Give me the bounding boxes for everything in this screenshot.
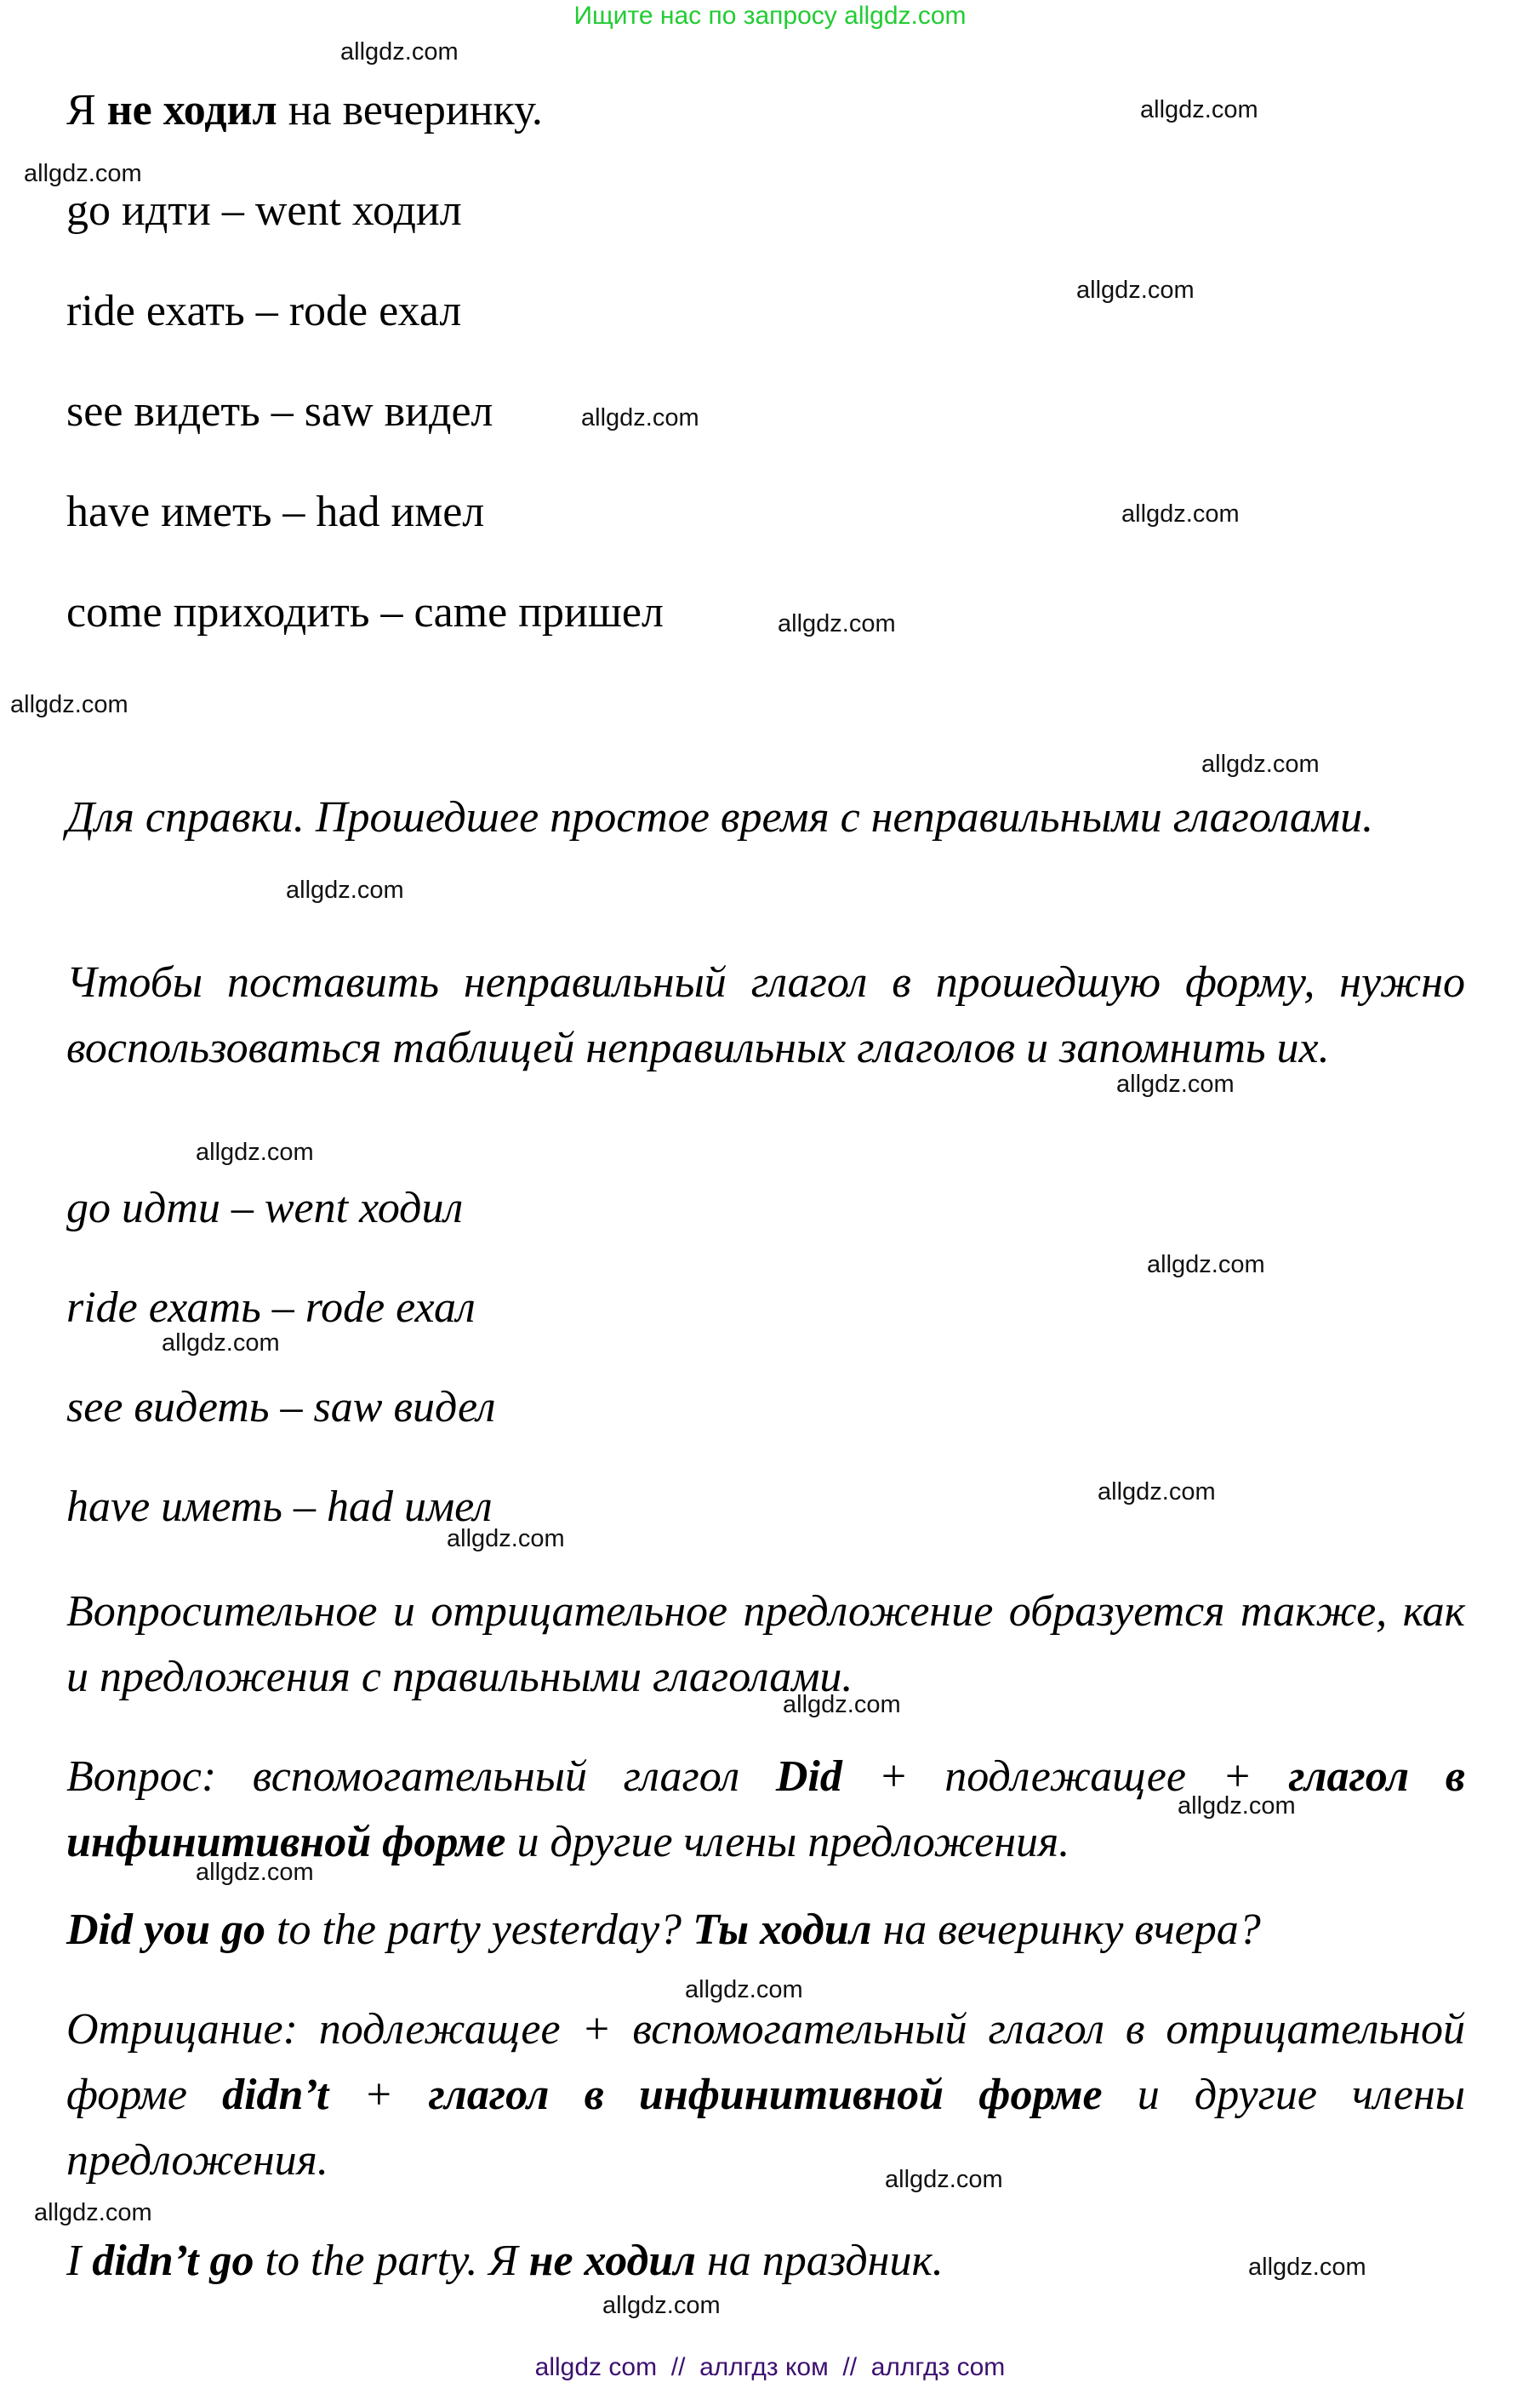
text-segment: Вопрос: вспомогательный глагол	[66, 1752, 776, 1801]
watermark: allgdz.com	[1098, 1478, 1216, 1506]
text-segment: to the party yesterday?	[265, 1905, 693, 1954]
footer-links[interactable]: allgdz com // аллгдз ком // аллгдз com	[534, 2353, 1006, 2381]
watermark: allgdz.com	[581, 404, 699, 431]
text-segment: на вечеринку вчера?	[871, 1905, 1261, 1954]
text-segment: I	[66, 2237, 93, 2285]
negation-rule	[66, 1997, 1465, 2193]
reference-title: Для справки. Прошедшее простое время с неправильными глаголами.	[66, 793, 1374, 842]
negation-example	[66, 2236, 944, 2286]
bold-segment: глагол в инфинитивной форме	[66, 1752, 1465, 1866]
bold-segment: didn’t	[222, 2071, 329, 2119]
watermark: allgdz.com	[162, 1329, 280, 1357]
watermark: allgdz.com	[685, 1976, 803, 2003]
watermark: allgdz.com	[24, 160, 142, 187]
text-segment: + подлежащее +	[841, 1752, 1289, 1801]
question-example	[66, 1905, 1261, 1955]
watermark: allgdz.com	[34, 2199, 152, 2226]
text-segment: Отрицание: подлежащее + вспомогательный глагол в отрицательной форме	[66, 2005, 1465, 2119]
bold-segment: не ходил	[528, 2237, 696, 2285]
watermark: allgdz.com	[1116, 1071, 1235, 1098]
watermark: allgdz.com	[1121, 500, 1240, 528]
bold-segment: didn’t go	[92, 2237, 254, 2285]
verb-pair: go идти – went ходил	[66, 1184, 464, 1232]
reference-rule: Чтобы поставить неправильный глагол в прошедшую форму, нужно воспользоваться таблицей неправильных глаголов и запомнить их.	[66, 958, 1465, 1072]
watermark: allgdz.com	[286, 877, 404, 904]
verb-pair: ride ехать – rode ехал	[66, 287, 462, 335]
watermark: allgdz.com	[1076, 277, 1195, 304]
watermark: allgdz.com	[783, 1691, 901, 1718]
formation-rule: Вопросительное и отрицательное предложение образуется также, как и предложения с правильными глаголами.	[66, 1587, 1465, 1701]
text-segment: и другие члены предложения.	[505, 1818, 1070, 1866]
bold-segment: глагол в инфинитивной форме	[428, 2071, 1103, 2119]
watermark: allgdz.com	[1248, 2254, 1366, 2281]
verb-pair: see видеть – saw видел	[66, 387, 493, 436]
verb-pair: see видеть – saw видел	[66, 1383, 496, 1431]
watermark: allgdz.com	[447, 1525, 565, 1552]
verb-pair: go идти – went ходил	[66, 186, 462, 235]
bold-segment: Did	[775, 1752, 842, 1801]
text-segment: Я	[66, 86, 107, 134]
text-segment: на праздник.	[695, 2237, 944, 2285]
watermark: allgdz.com	[885, 2166, 1003, 2193]
watermark: allgdz.com	[602, 2292, 721, 2319]
watermark: allgdz.com	[1178, 1792, 1296, 1820]
text-segment: на вечеринку.	[277, 86, 543, 134]
bold-segment: не ходил	[106, 86, 277, 134]
watermark: allgdz.com	[778, 610, 896, 637]
watermark: allgdz.com	[1140, 96, 1258, 123]
question-rule	[66, 1744, 1465, 1875]
watermark: allgdz.com	[196, 1139, 314, 1166]
verb-pair: have иметь – had имел	[66, 1483, 493, 1531]
bold-segment: Ты ходил	[693, 1905, 872, 1954]
verb-pair: have иметь – had имел	[66, 488, 485, 536]
watermark: allgdz.com	[340, 38, 459, 66]
watermark: allgdz.com	[196, 1859, 314, 1886]
bold-segment: Did you go	[66, 1905, 265, 1954]
text-segment: и другие члены предложения.	[66, 2071, 1465, 2185]
search-banner[interactable]: Ищите нас по запросу allgdz.com	[573, 2, 967, 30]
watermark: allgdz.com	[1201, 751, 1320, 778]
watermark: allgdz.com	[10, 691, 128, 718]
verb-pair: ride ехать – rode ехал	[66, 1283, 476, 1332]
intro-sentence	[66, 85, 543, 135]
watermark: allgdz.com	[1147, 1251, 1265, 1278]
text-segment: +	[328, 2071, 429, 2119]
verb-pair: come приходить – came пришел	[66, 588, 664, 637]
text-segment: to the party. Я	[254, 2237, 529, 2285]
